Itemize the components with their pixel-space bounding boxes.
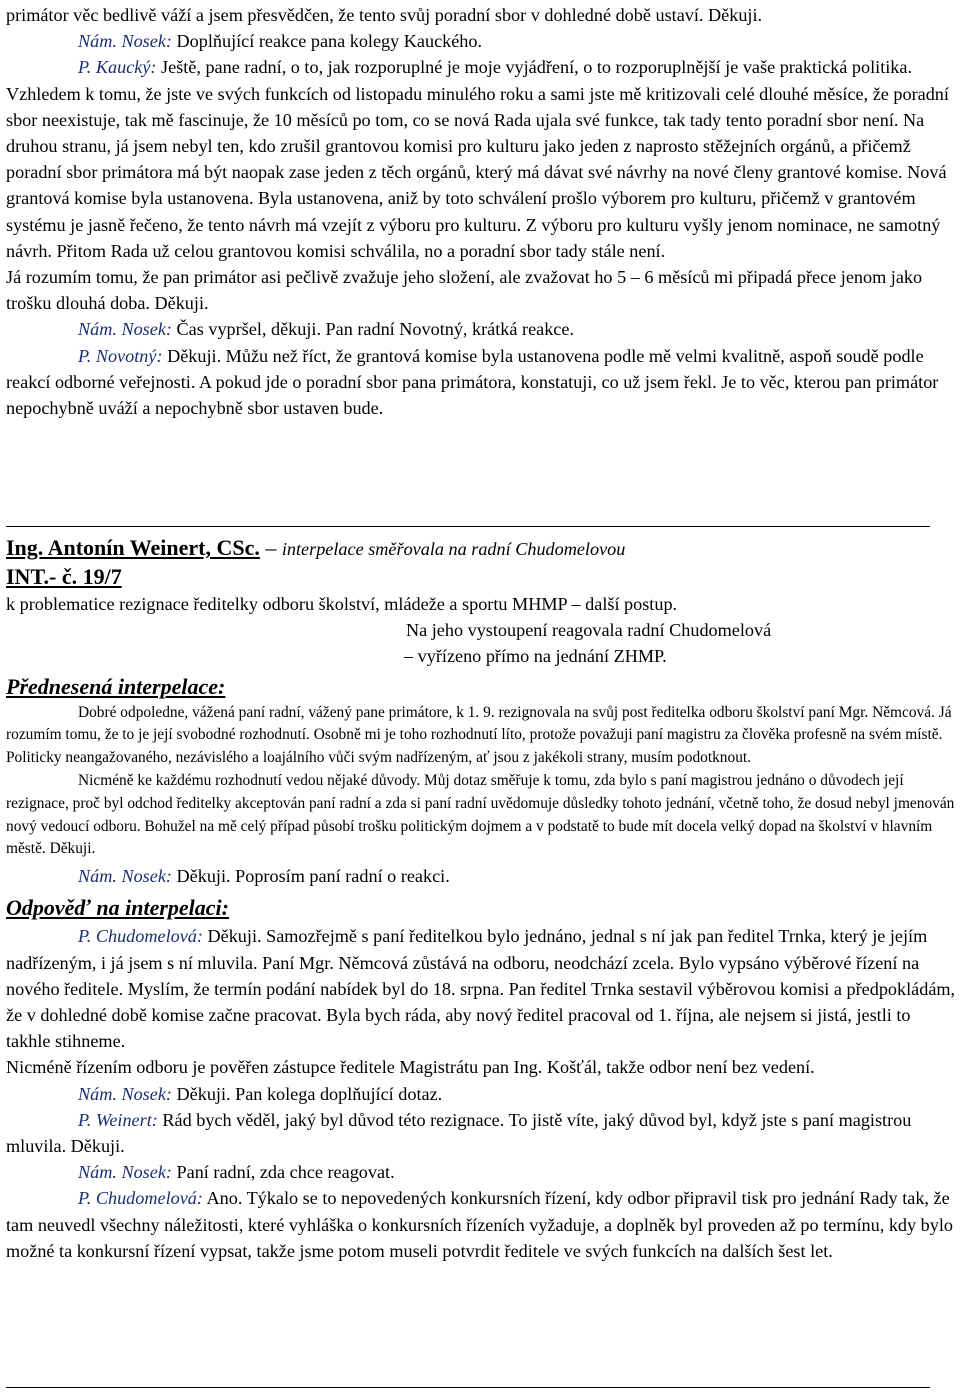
speaker-paragraph [6,1185,956,1264]
interpellation-subject: k problematice rezignace ředitelky odboru školství, mládeže a sportu MHMP – další postup. [6,594,678,614]
speaker-paragraph [6,863,956,889]
speech-text: Děkuji. Můžu než říct, že grantová komise byla ustanovena podle mě velmi kvalitně, aspoň soudě podle reakcí odborné veřejnosti. A pokud jde o poradní sbor pana primátora, konstatuji, co už jsem řekl. Je to věc, kterou pan primátor nepochybně uváží a nepochybně sbor ustaven bude. [6,345,939,419]
speech-text: Paní radní, zda chce reagovat. [171,1162,395,1183]
paragraph: Nicméně ke každému rozhodnutí vedou nějaké důvody. Můj dotaz směřuje k tomu, zda bylo s paní magistrou jednáno o důvodech její rezignace, proč byl odchod ředitelky akceptován paní radní a zda si paní radní uvědomuje důsledky tohoto jednání, včetně toho, že dosud nebyl jmenován nový vedoucí odboru. Bohužel na mě celý případ působí trošku politickým dojmem a v podstatě to bude mít docela velký dopad na školství v hlavním městě. Děkuji. [6,772,955,858]
speaker-name: P. Novotný: [78,345,163,366]
paragraph: Nicméně řízením odboru je pověřen zástupce ředitele Magistrátu pan Ing. Košťál, takže odbor není bez vedení. [6,1057,815,1078]
speaker-name: Nám. Nosek: [78,866,172,887]
document-page [6,2,956,421]
paragraph: primátor věc bedlivě váží a jsem přesvědčen, že tento svůj poradní sbor v dohledné době ustaví. Děkuji. [6,5,763,25]
speaker-name: Nám. Nosek: [78,319,172,340]
author-name: Ing. Antonín Weinert, CSc. [6,535,260,560]
speech-text: Děkuji. Pan kolega doplňující dotaz. [171,1083,443,1104]
speech-text: Doplňující reakce pana kolegy Kauckého. [171,31,483,52]
paragraph: Já rozumím tomu, že pan primátor asi pečlivě zvažuje jeho složení, ale zvažovat ho 5 – 6 měsíců mi připadá přece jenom jako trošku dlouhá doba. Děkuji. [6,267,923,314]
section-divider [6,526,930,527]
interpellation-header [6,534,956,563]
speech-text: Čas vypršel, děkuji. Pan radní Novotný, krátká reakce. [171,319,575,340]
reaction-note: – vyřízeno přímo na jednání ZHMP. [404,646,667,667]
speaker-paragraph [6,1159,956,1185]
presented-heading: Přednesená interpelace: [6,673,226,699]
speaker-name: P. Weinert: [78,1109,158,1130]
header-dash: – [259,535,282,560]
speaker-paragraph [6,54,956,264]
speaker-name: Nám. Nosek: [78,31,172,52]
speaker-name: Nám. Nosek: [78,1162,172,1183]
section-divider [6,1387,930,1388]
speaker-name: Nám. Nosek: [78,1083,172,1104]
speech-text: Ano. Týkalo se to nepovedených konkursních řízení, kdy odbor připravil tisk pro jednání Rady tak, že tam neuvedl všechny náležitosti, které vyhláška o konkursních řízeních vyžaduje, a doplněk byl proveden až po termínu, kdy bylo možné ta konkursní řízení vypsat, takže jsme potom museli potvrdit ředitele ve svých funkcích na dalších šest let. [6,1188,953,1261]
directed-to: interpelace směřovala na radní Chudomelovou [281,539,626,559]
interpellation-section [6,534,956,1264]
speech-text: Rád bych věděl, jaký byl důvod této rezignace. To jistě víte, jaký důvod byl, když jste s paní magistrou mluvila. Děkuji. [6,1109,912,1157]
interpellation-number: INT.- č. 19/7 [6,564,122,589]
reaction-note: Na jeho vystoupení reagovala radní Chudomelová [406,620,772,641]
speaker-name: P. Chudomelová: [78,1188,203,1209]
speaker-name: P. Kaucký: [78,57,157,78]
answer-heading: Odpověď na interpelaci: [6,895,229,921]
paragraph: Dobré odpoledne, vážená paní radní, vážený pane primátore, k 1. 9. rezignovala na svůj post ředitelka odboru školství paní Mgr. Němcová. Já rozumím tomu, že to je její svobodné rozhodnutí. Osobně mi je toho rozhodnutí líto, protože považuji paní magistru za člověka profesně na svém místě. Politicky neangažovaného, nezávislého a loajálního vůči svým nadřízeným, ať jsou z jakékoli strany, musím podotknout. [6,703,952,767]
speaker-paragraph [6,923,956,1054]
speaker-name: P. Chudomelová: [78,926,203,947]
speaker-paragraph [6,1107,956,1159]
speaker-paragraph [6,343,956,422]
speaker-paragraph [6,1081,956,1107]
speaker-paragraph [6,316,956,342]
speech-text: Děkuji. Samozřejmě s paní ředitelkou bylo jednáno, jednal s ní jak pan ředitel Trnka, který je jejím nadřízeným, i já jsem s ní mluvila. Paní Mgr. Němcová zůstává na odboru, neodchází zcela. Bylo vypsáno výběrové řízení na nového ředitele. Myslím, že termín podání nabídek byl do 18. srpna. Pan ředitel Trnka sestavil výběrovou komisi a předpokládám, že v dohledné době komise začne pracovat. Byla bych ráda, aby nový ředitel pracoval od 1. října, ale nejsem si jistá, jestli to takhle stihneme. [6,926,956,1052]
speech-text: Ještě, pane radní, o to, jak rozporuplné je moje vyjádření, o to rozporuplnější je vaše praktická politika. Vzhledem k tomu, že jste ve svých funkcích od listopadu minulého roku a sami jste mě kritizovali celé dlouhé měsíce, že poradní sbor neexistuje, tak mě fascinuje, že 10 měsíců po tom, co se nová Rada ujala své funkce, tak tady tento poradní sbor není. Na druhou stranu, já jsem nebyl ten, kdo zrušil grantovou komisi pro kulturu jako jeden z naprosto stěžejních orgánů, a přičemž poradní sbor primátora má být naopak zase jeden z těch orgánů, který má dávat své návrhy na nové členy grantové komise. Nová grantová komise byla ustanovena. Byla ustanovena, aniž by toto schválení prošlo výborem pro kulturu, přičemž v grantovém systému je jasně řečeno, že tento návrh má vzejít z výboru pro kulturu. Z výboru pro kulturu vyšly jenom nominace, ne samotný návrh. Přitom Rada už celou grantovou komisi schválila, no a poradní sbor tady stále není. [6,57,949,261]
speech-text: Děkuji. Poprosím paní radní o reakci. [171,866,450,887]
speaker-paragraph [6,28,956,54]
